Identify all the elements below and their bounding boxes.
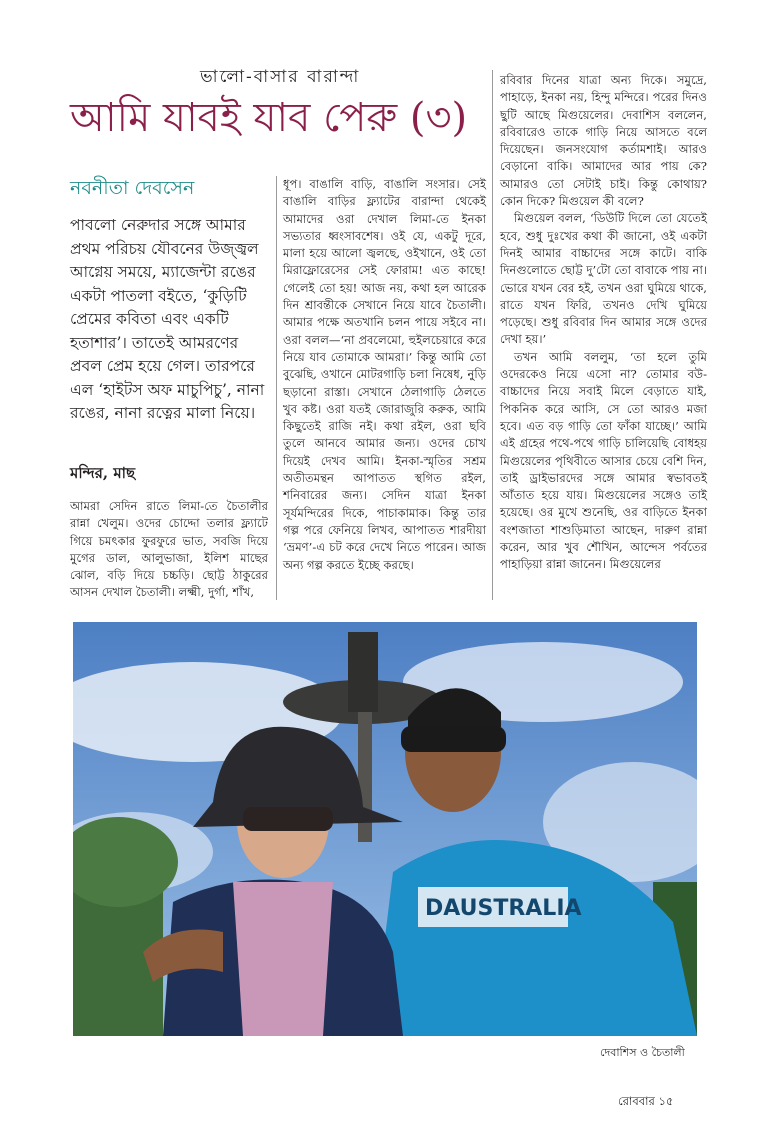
intro-paragraph: পাবলো নেরুদার সঙ্গে আমার প্রথম পরিচয় যৌবনের উজ্জ্বল আগ্নেয় সময়ে, ম্যাজেন্টা রঙের একটা পাতলা বইতে, ‘কুড়িটি প্রেমের কবিতা এবং একটি হতাশার’। তাতেই আমরণের প্রবল প্রেম হয়ে গেল। তারপরে এল ‘হাইটস অফ মাচুপিচু’, নানা রঙের, নানা রত্নের মালা নিয়ে। [70, 216, 265, 422]
sunglasses-icon [243, 807, 333, 831]
article-photo [73, 622, 697, 1036]
section-subhead: মন্দির, মাছ [70, 464, 136, 482]
body-column-1 [70, 498, 268, 602]
column-1-text: আমরা সেদিন রাতে লিমা-তে চৈতালীর রান্না খেলুম। ওদের চোদ্দো তলার ফ্ল্যাটে গিয়ে চমৎকার ফুরফুরে ভাত, সবজি দিয়ে মুগের ডাল, আলুভাজা, ইলিশ মাছের ঝোল, বড়ি দিয়ে চচ্চড়ি। ছোট্ট ঠাকুরের আসন দেখাল চৈতালী। লক্ষ্মী, দুর্গা, শাঁখ, [70, 499, 268, 600]
photo-illustration [73, 622, 697, 1036]
series-title: ভালো-বাসার বারান্দা [200, 67, 361, 87]
column-divider [276, 176, 277, 600]
sunglasses-icon [401, 726, 506, 752]
column-3-paragraph: মিগুয়েল বলল, ‘ডিউটি দিলে তো যেতেই হবে, শুধু দুঃখের কথা কী জানো, ওই একটা দিনই আমার বাচ্চাদের সঙ্গে কাটে। বাকি দিনগুলোতে ছোট্ট দু’টো তো বাবাকে পায় না। ভোরে যখন বের হই, তখন ওরা ঘুমিয়ে থাকে, রাতে যখন ফিরি, তখনও দেখি ঘুমিয়ে পড়েছে। শুধু রবিবার দিন আমার সঙ্গে ওদের দেখা হয়।’ [500, 211, 707, 347]
author-byline: নবনীতা দেবসেন [70, 177, 195, 199]
page-footer: রোববার ১৫ [618, 1094, 674, 1108]
photo-caption: দেবাশিস ও চৈতালী [600, 1046, 685, 1059]
column-3-paragraph: রবিবার দিনের যাত্রা অন্য দিকে। সমুদ্রে, পাহাড়ে, ইনকা নয়, হিন্দু মন্দিরে। পরের দিনও ছুটি আছে মিগুয়েলের। দেবাশিস বললেন, রবিবারেও তাকে গাড়ি নিয়ে আসতে বলে দিয়েছেন। জনসংযোগ কর্তামশাই। আরও বেড়ানো বাকি। আমাদের আর পায় কে? আমারও তো সেটাই চাই। কিন্তু কোথায়? কোন দিকে? মিগুয়েল কী বলে? [500, 73, 707, 209]
headline: আমি যাবই যাব পেরু (৩) [70, 95, 468, 141]
column-3-paragraph: তখন আমি বললুম, ‘তা হলে তুমি ওদেরকেও নিয়ে এসো না? তোমার বউ-বাচ্চাদের নিয়ে সবাই মিলে বেড়াতে যাই, পিকনিক করে আসি, সে তো আরও মজা হবে। এত বড় গাড়ি তো ফাঁকা যাচ্ছে।’ আমি এই গ্রহের পথে-পথে গাড়ি চালিয়েছি বোধহয় মিগুয়েলের পৃথিবীতে আসার চেয়ে বেশি দিন, তাই ড্রাইভারদের সঙ্গে আমার স্বভাবতই আঁতাত হয়ে যায়। মিগুয়েলের সঙ্গেও তাই হয়েছে। ওর মুখে শুনেছি, ওর বাড়িতে ইনকা বংশজাতা শাশুড়িমাতা আছেন, দারুণ রান্না করেন, আর খুব শৌখিন, আন্দেস পর্বতের পাহাড়িয়া রান্না জানেন। মিগুয়েলের [500, 349, 707, 572]
body-column-2 [283, 176, 486, 574]
body-column-3 [500, 72, 707, 574]
shirt-text: DAUSTRALIA [425, 896, 582, 921]
column-2-text: ধূপ। বাঙালি বাড়ি, বাঙালি সংসার। সেই বাঙালি বাড়ির ফ্ল্যাটের বারান্দা থেকেই আমাদের ওরা দেখাল লিমা-তে ইনকা সভ্যতার ধ্বংসাবশেষ। ওই যে, একটু দূরে, মালা হয়ে আলো জ্বলছে, ওইখানে, ওই তো মিরাফ্লোরেসের সেই ফোরাম! এত কাছে! গেলেই তো হয়! আজ নয়, কথা হল আরেক দিন শ্রাবন্তীকে সেখানে নিয়ে যাবে চৈতালী। আমার পক্ষে অতখানি চলন পায়ে সইবে না। ওরা বলল—‘না প্রবলেমো, হুইলচেয়ারে করে নিয়ে যাব তোমাকে আমরা।’ কিন্তু আমি তো বুঝেছি, ওখানে মোটরগাড়ি চলা নিষেধ, নুড়ি ছড়ানো রাস্তা। সেখানে ঠেলাগাড়ি ঠেলতে খুব কষ্ট। ওরা যতই জোরাজুরি করুক, আমি কিছুতেই রাজি নই। কথা রইল, ওরা ছবি তুলে আনবে আমার জন্য। ওদের চোখ দিয়েই দেখব আমি। ইনকা-স্মৃতির সশ্রম অতীতমন্থন আপাতত স্থগিত রইল, শনিবারের জন্য। সেদিন যাত্রা ইনকা সূর্যমন্দিরের দিকে, পাচাকামাক। কিন্তু তার গল্প পরে ফেনিয়ে লিখব, আপাতত শারদীয়া ‘ভ্রমণ’-এ চট করে দেখে নিতে পারেন। আজ অন্য গল্প করতে ইচ্ছে করছে। [283, 177, 486, 572]
woman-scarf [233, 882, 333, 1036]
fountain-statue [348, 632, 378, 712]
column-divider [492, 70, 493, 600]
